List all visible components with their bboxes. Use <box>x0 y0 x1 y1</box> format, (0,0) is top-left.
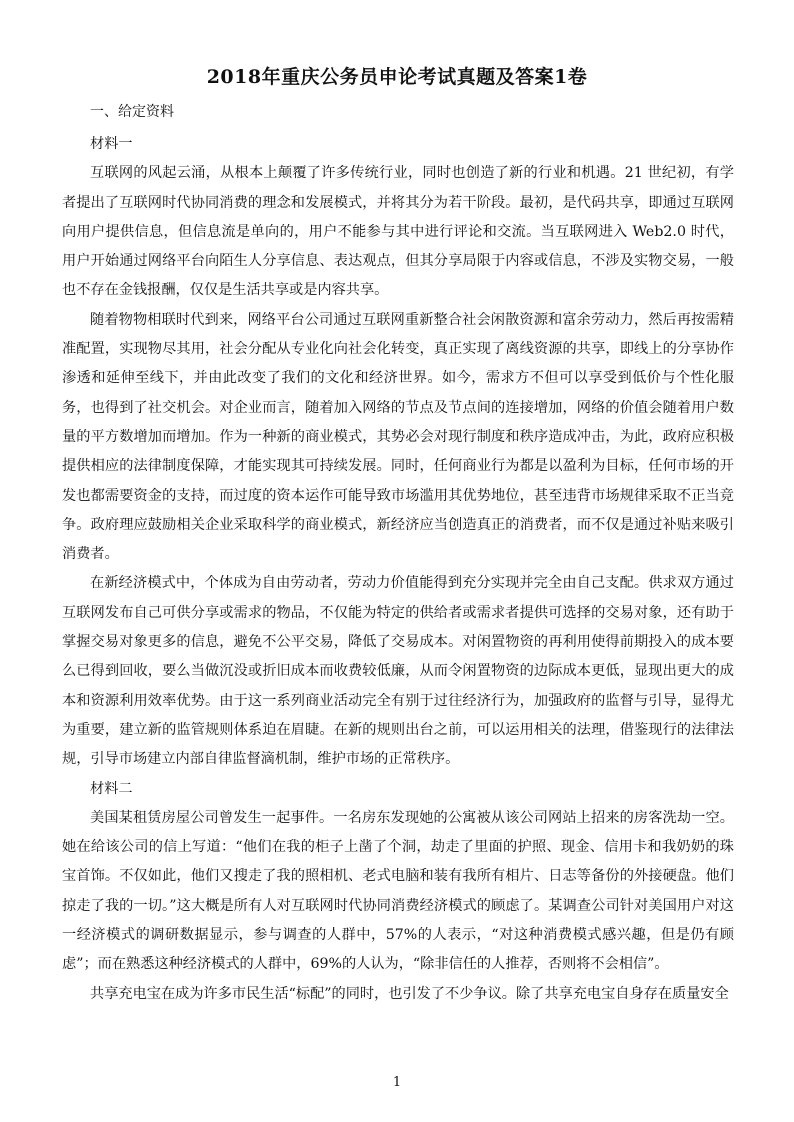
material-2-paragraph-2: 共享充电宝在成为许多市民生活“标配”的同时，也引发了不少争议。除了共享充电宝自身存在质量安全 <box>90 985 729 1002</box>
section-heading: 一、给定资料 <box>90 104 174 120</box>
material-1-heading: 材料一 <box>90 136 133 152</box>
material-2-heading: 材料二 <box>90 780 133 797</box>
document-body <box>62 130 734 1009</box>
material-2-paragraph-1: 美国某租赁房屋公司曾发生一起事件。一名房东发现她的公寓被从该公司网站上招来的房客洗劫一空。她在给该公司的信上写道：“他们在我的柜子上凿了个洞，劫走了里面的护照、现金、信用卡和我奶奶的珠宝首饰。不仅如此，他们又搜走了我的照相机、老式电脑和装有我所有相片、日志等备份的外接硬盘。他们掠走了我的一切。”这大概是所有人对互联网时代协同消费经济模式的顾虑了。某调查公司针对美国用户对这一经济模式的调研数据显示，参与调查的人群中，57%的人表示，“对这种消费模式感兴趣，但是仍有顾虑”；而在熟悉这种经济模式的人群中，69%的人认为，“除非信任的人推荐，否则将不会相信”。 <box>62 809 734 973</box>
page-number: 1 <box>392 1075 402 1090</box>
material-1-paragraph-2: 随着物物相联时代到来，网络平台公司通过互联网重新整合社会闲散资源和富余劳动力，然后再按需精准配置，实现物尽其用，社会分配从专业化向社会化转变，真正实现了离线资源的共享，即线上的分享协作渗透和延伸至线下，并由此改变了我们的文化和经济世界。如今，需求方不但可以享受到低价与个性化服务，也得到了社交机会。对企业而言，随着加入网络的节点及节点间的连接增加，网络的价值会随着用户数量的平方数增加而增加。作为一种新的商业模式，其势必会对现行制度和秩序造成冲击，为此，政府应积极提供相应的法律制度保障，才能实现其可持续发展。同时，任何商业行为都是以盈利为目标，任何市场的开发也都需要资金的支持，而过度的资本运作可能导致市场滥用其优势地位，甚至违背市场规律采取不正当竞争。政府理应鼓励相关企业采取科学的商业模式，新经济应当创造真正的消费者，而不仅是通过补贴来吸引消费者。 <box>62 311 734 563</box>
material-1-paragraph-1: 互联网的风起云涌，从根本上颠覆了许多传统行业，同时也创造了新的行业和机遇。21 世纪初，有学者提出了互联网时代协同消费的理念和发展模式，并将其分为若干阶段。最初，是代码共享，即通过互联网向用户提供信息，但信息流是单向的，用户不能参与其中进行评论和交流。当互联网进入 Web2.0 时代，用户开始通过网络平台向陌生人分享信息、表达观点，但其分享局限于内容或信息，不涉及实物交易，一般也不存在金钱报酬，仅仅是生活共享或是内容共享。 <box>62 165 734 299</box>
material-1-paragraph-3: 在新经济模式中，个体成为自由劳动者，劳动力价值能得到充分实现并完全由自己支配。供求双方通过互联网发布自己可供分享或需求的物品，不仅能为特定的供给者或需求者提供可选择的交易对象，还有助于掌握交易对象更多的信息，避免不公平交易，降低了交易成本。对闲置物资的再利用使得前期投入的成本要么已得到回收，要么当做沉没或折旧成本而收费较低廉，从而令闲置物资的边际成本更低，显现出更大的成本和资源利用效率优势。由于这一系列商业活动完全有别于过往经济行为，加强政府的监督与引导，显得尤为重要，建立新的监管规则体系迫在眉睫。在新的规则出台之前，可以运用相关的法理，借鉴现行的法律法规，引导市场建立内部自律监督滴机制，维护市场的正常秩序。 <box>62 575 734 768</box>
document-title: 2018年重庆公务员申论考试真题及答案1卷 <box>206 66 588 88</box>
